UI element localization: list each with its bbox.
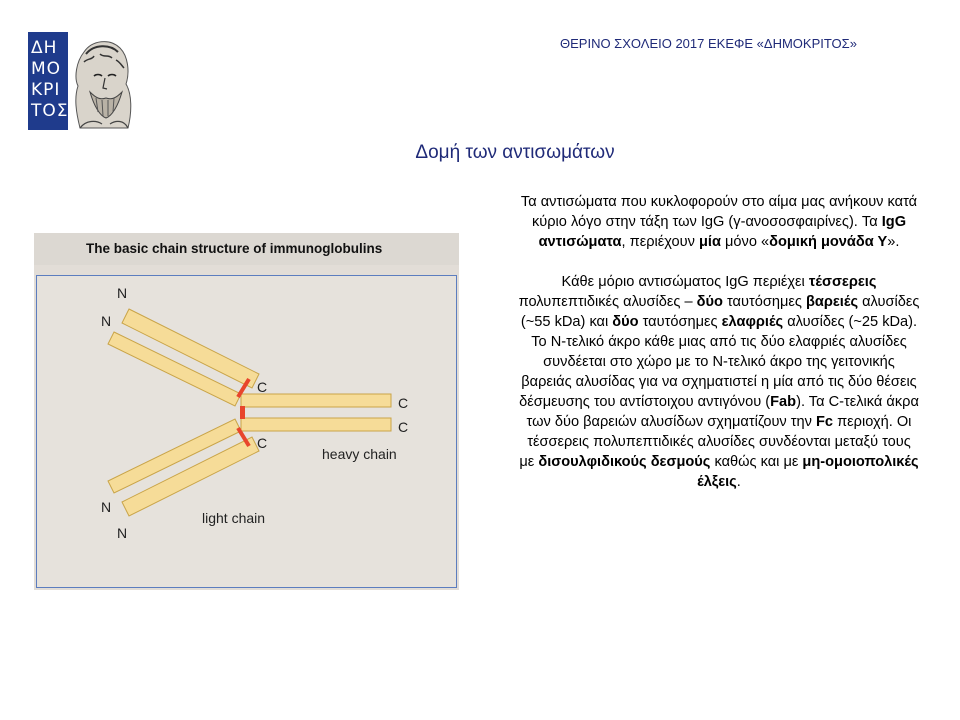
antibody-figure bbox=[34, 233, 459, 590]
lower-heavy-stem bbox=[241, 418, 391, 431]
antibody-diagram bbox=[37, 276, 456, 587]
label-c-lower-heavy: C bbox=[398, 419, 409, 435]
democritus-bust-icon bbox=[66, 32, 136, 132]
label-c-lower-light: C bbox=[257, 435, 268, 451]
paragraph-1: Τα αντισώματα που κυκλοφορούν στο αίμα μας ανήκουν κατά κύριο λόγο στην τάξη των IgG (γ-ανοσοσφαιρίνες). Τα IgG αντισώματα, περιέχουν μία μόνο «δομική μονάδα Υ». bbox=[520, 194, 918, 250]
figure-heading: The basic chain structure of immunoglobulins bbox=[86, 241, 383, 256]
paragraph-2: Κάθε μόριο αντισώματος IgG περιέχει τέσσερεις πολυπεπτιδικές αλυσίδες – δύο ταυτόσημες βαρειές αλυσίδες (~55 kDa) και δύο ταυτόσημες ελαφριές αλυσίδες (~25 kDa). Το Ν-τελικό άκρο κάθε μιας από τις δύο ελαφριές αλυσίδες συνδέεται στο χώρο με το Ν-τελικό άκρο της γειτονικής βαρειάς αλυσίδας για να σχηματιστεί η μία από τις δύο θέσεις δέσμευσης του αντίστοιχου αντιγόνου (Fab). Τα C-τελικά άκρα των δύο βαρειών αλυσίδων σχηματίζουν την Fc περιοχή. Οι τέσσερεις πολυπεπτιδικές αλυσίδες συνδέονται μεταξύ τους με δισουλφιδικούς δεσμούς καθώς και με μη-ομοιοπολικές έλξεις. bbox=[518, 274, 920, 490]
logo bbox=[28, 32, 136, 132]
figure-panel bbox=[36, 275, 457, 588]
logo-box bbox=[28, 32, 68, 130]
label-c-upper-light: C bbox=[257, 379, 268, 395]
figure-header bbox=[34, 233, 459, 265]
label-heavy-chain: heavy chain bbox=[322, 446, 397, 462]
label-n-top-1: N bbox=[117, 285, 128, 301]
body-text bbox=[518, 192, 920, 492]
upper-heavy-stem bbox=[241, 394, 391, 407]
label-n-top-2: N bbox=[101, 313, 112, 329]
header-text: ΘΕΡΙΝΟ ΣΧΟΛΕΙΟ 2017 ΕΚΕΦΕ «ΔΗΜΟΚΡΙΤΟΣ» bbox=[560, 36, 857, 51]
label-n-bottom-1: N bbox=[101, 499, 112, 515]
label-c-upper-heavy: C bbox=[398, 395, 409, 411]
logo-letters: ΔΗ ΜΟ ΚΡΙ ΤΟΣ bbox=[31, 38, 69, 121]
page-title: Δομή των αντισωμάτων bbox=[415, 142, 615, 163]
label-light-chain: light chain bbox=[202, 510, 266, 526]
label-n-bottom-2: N bbox=[117, 525, 128, 541]
disulfide-hinge bbox=[240, 406, 245, 419]
